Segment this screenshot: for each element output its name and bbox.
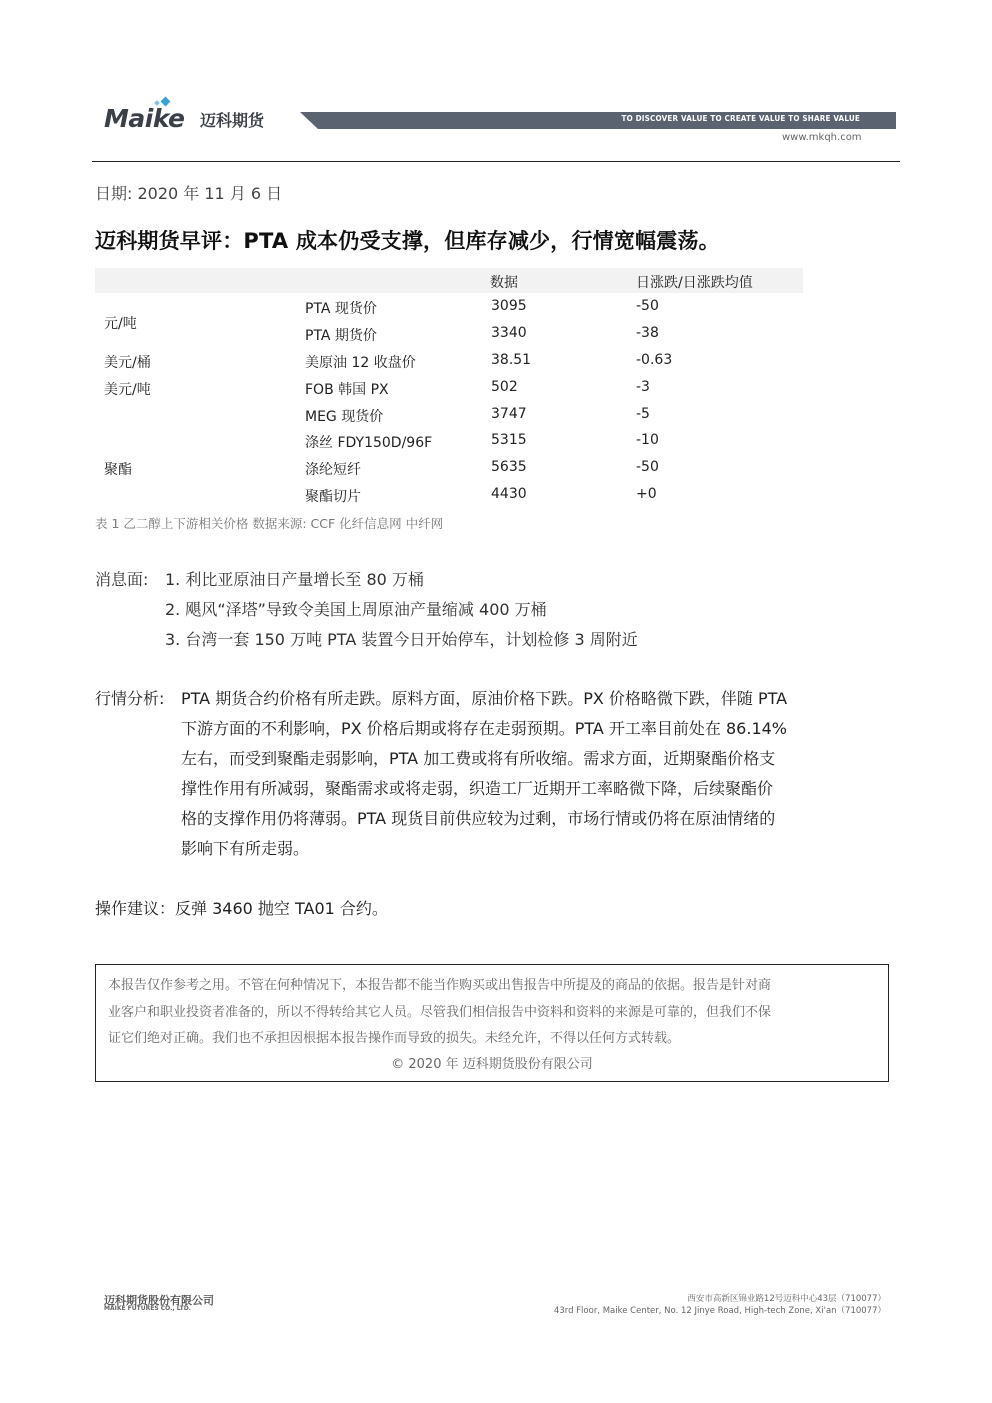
footer-company-name-en: MAIKE FUTURES CO., LTD. bbox=[104, 1305, 191, 1312]
price-table-body bbox=[0, 0, 992, 520]
logo-wordmark: Maike bbox=[104, 104, 185, 133]
website-url: www.mkqh.com bbox=[782, 132, 862, 143]
slogan-text: TO DISCOVER VALUE TO CREATE VALUE TO SHARE VALUE bbox=[621, 114, 860, 123]
report-title: 迈科期货早评：PTA 成本仍受支撑，但库存减少，行情宽幅震荡。 bbox=[95, 229, 720, 253]
table-value-cell: 4430 bbox=[491, 486, 527, 502]
analysis-line: 影响下有所走弱。 bbox=[181, 839, 310, 858]
disclaimer-line: 本报告仅作参考之用。不管在何种情况下，本报告都不能当作购买或出售报告中所提及的商品的依据。报告是针对商 bbox=[108, 978, 772, 993]
analysis-line: 格的支撑作用仍将薄弱。PTA 现货目前供应较为过剩，市场行情或仍将在原油情绪的 bbox=[181, 809, 776, 828]
disclaimer-line: 业客户和职业投资者准备的，所以不得转给其它人员。尽管我们相信报告中资料和资料的来源是可靠的，但我们不保 bbox=[108, 1005, 772, 1020]
footer-address: 西安市高新区锦业路12号迈科中心43层（710077） bbox=[687, 1294, 886, 1304]
logo-chinese-name: 迈科期货 bbox=[200, 111, 265, 130]
analysis-line: 下游方面的不利影响，PX 价格后期或将存在走弱预期。PTA 开工率目前处在 86.14% bbox=[181, 719, 788, 738]
table-item-cell: 涤丝 FDY150D/96F bbox=[305, 435, 433, 451]
news-item: 2. 飓风“泽塔”导致令美国上周原油产量缩减 400 万桶 bbox=[165, 600, 547, 619]
copyright-notice: © 2020 年 迈科期货股份有限公司 bbox=[391, 1057, 593, 1072]
table-caption: 表 1 乙二醇上下游相关价格 数据来源: CCF 化纤信息网 中纤网 bbox=[95, 516, 444, 531]
table-unit-cell: 美元/桶 bbox=[104, 355, 151, 371]
footer-address-en: 43rd Floor, Maike Center, No. 12 Jinye Road, High-tech Zone, Xi'an（710077） bbox=[553, 1306, 886, 1316]
table-value-cell: 502 bbox=[491, 379, 518, 395]
news-item: 1. 利比亚原油日产量增长至 80 万桶 bbox=[165, 570, 424, 589]
analysis-label: 行情分析: bbox=[95, 689, 165, 708]
table-unit-cell: 元/吨 bbox=[104, 316, 137, 332]
table-change-cell: -5 bbox=[636, 406, 650, 422]
table-change-cell: -3 bbox=[636, 379, 650, 395]
table-item-cell: 聚酯切片 bbox=[305, 489, 361, 505]
table-change-cell: -0.63 bbox=[636, 352, 673, 368]
table-change-cell: -10 bbox=[636, 432, 659, 448]
table-change-cell: +0 bbox=[636, 486, 657, 502]
table-value-cell: 3747 bbox=[491, 406, 527, 422]
table-unit-cell: 美元/吨 bbox=[104, 382, 151, 398]
table-item-cell: FOB 韩国 PX bbox=[305, 382, 389, 398]
table-value-cell: 3340 bbox=[491, 325, 527, 341]
table-change-cell: -50 bbox=[636, 459, 659, 475]
trading-advice: 操作建议：反弹 3460 抛空 TA01 合约。 bbox=[95, 899, 388, 918]
table-item-cell: PTA 现货价 bbox=[305, 301, 377, 317]
news-label: 消息面: bbox=[95, 570, 149, 589]
report-date: 日期: 2020 年 11 月 6 日 bbox=[95, 184, 283, 203]
table-value-cell: 38.51 bbox=[491, 352, 532, 368]
table-item-cell: 美原油 12 收盘价 bbox=[305, 355, 416, 371]
table-value-cell: 5315 bbox=[491, 432, 527, 448]
table-value-cell: 3095 bbox=[491, 298, 527, 314]
disclaimer-box bbox=[95, 964, 889, 1082]
analysis-line: 左右，而受到聚酯走弱影响，PTA 加工费或将有所收缩。需求方面，近期聚酯价格支 bbox=[181, 749, 776, 768]
footer-company-name: 迈科期货股份有限公司 bbox=[104, 1294, 214, 1307]
analysis-line: PTA 期货合约价格有所走跌。原料方面，原油价格下跌。PX 价格略微下跌，伴随 PTA bbox=[181, 689, 788, 708]
table-item-cell: 涤纶短纤 bbox=[305, 462, 361, 478]
table-unit-cell: 聚酯 bbox=[104, 462, 132, 478]
analysis-line: 撑性作用有所减弱，聚酯需求或将走弱，织造工厂近期开工率略微下降，后续聚酯价 bbox=[181, 779, 774, 798]
table-change-cell: -50 bbox=[636, 298, 659, 314]
table-header-data: 数据 bbox=[490, 275, 518, 291]
news-item: 3. 台湾一套 150 万吨 PTA 装置今日开始停车，计划检修 3 周附近 bbox=[165, 630, 638, 649]
disclaimer-line: 证它们绝对正确。我们也不承担因根据本报告操作而导致的损失。未经允许，不得以任何方式转载。 bbox=[108, 1031, 681, 1046]
table-value-cell: 5635 bbox=[491, 459, 527, 475]
table-item-cell: MEG 现货价 bbox=[305, 409, 384, 425]
table-change-cell: -38 bbox=[636, 325, 659, 341]
table-item-cell: PTA 期货价 bbox=[305, 328, 377, 344]
table-header-change: 日涨跌/日涨跌均值 bbox=[636, 275, 753, 291]
